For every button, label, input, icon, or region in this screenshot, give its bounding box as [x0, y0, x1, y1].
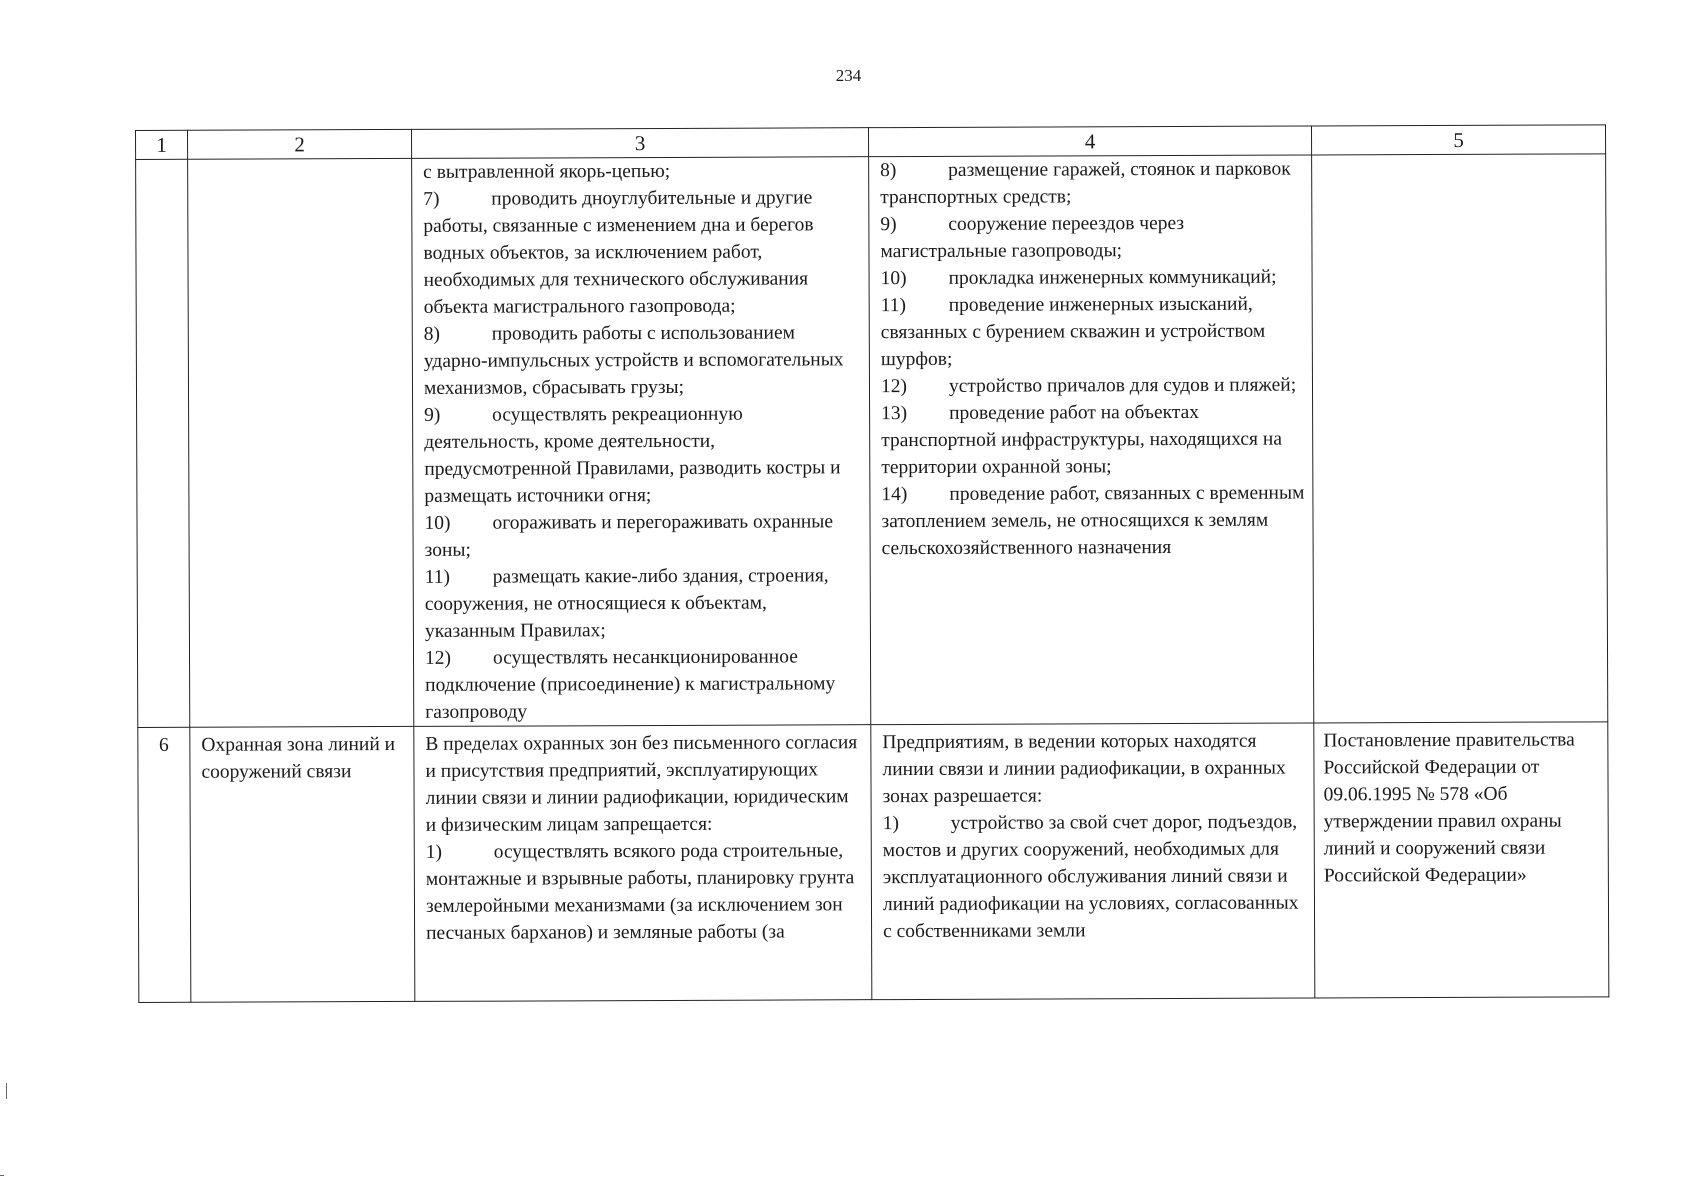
restriction-item: 8) проводить работы с использованием ударно-импульсных устройств и вспомогательных механизмов, сбрасывать грузы; [423, 322, 844, 399]
restriction-lead: с вытравленной якорь-цепью; [423, 160, 671, 183]
table-row [138, 722, 1609, 1003]
zone-name [190, 726, 415, 1002]
header-col-4: 4 [868, 126, 1311, 157]
restriction-item: 7) проводить дноуглубительные и другие работы, связанные с изменением дна и берегов водных объектов, за исключением работ, необходимых для технического обслуживания объекта магистрального газопровода; [423, 187, 814, 318]
permission-item: 10) прокладка инженерных коммуникаций; [880, 266, 1277, 290]
row-number [136, 159, 190, 727]
page-number: 234 [835, 66, 862, 85]
restrictions-cell [414, 725, 872, 1002]
permission-lead: Предприятиям, в ведении которых находятся линии связи и линии радиофикации, в охранных зонах разрешается: [882, 730, 1286, 808]
permission-item: 11) проведение инженерных изысканий, связанных с бурением скважин и устройством шурфов; [880, 293, 1266, 371]
legal-basis-text: Постановление правительства Российской Федерации от 09.06.1995 № 578 «Об утверждении правил охраны линий и сооружений связи Российской Федерации» [1323, 729, 1575, 887]
zone-name-text: Охранная зона линий и сооружений связи [201, 734, 396, 783]
permission-item: 9) сооружение переездов через магистральные газопроводы; [880, 212, 1185, 263]
regulation-table [135, 124, 1609, 1003]
header-col-5: 5 [1311, 125, 1605, 155]
legal-basis-cell [1312, 154, 1608, 723]
permissions-cell [871, 723, 1315, 1000]
row-number: 6 [138, 727, 191, 1002]
restriction-item: 1) осуществлять всякого рода строительные, монтажные и взрывные работы, планировку грунта землеройными механизмами (за исключением зон песчаных барханов) и земляные работы (за [425, 840, 855, 944]
restriction-item: 12) осуществлять несанкционированное подключение (присоединение) к магистральному газопроводу [424, 646, 836, 723]
legal-basis-cell [1314, 722, 1609, 998]
restriction-lead: В пределах охранных зон без письменного согласия и присутствия предприятий, эксплуатирующих линии связи и линии радиофикации, юридическим и физическим лицам запрещается: [425, 732, 858, 836]
permission-item: 13) проведение работ на объектах транспортной инфраструктуры, находящихся на территории охранной зоны; [881, 401, 1283, 479]
restriction-item: 11) размещать какие-либо здания, строения, сооружения, не относящиеся к объектам, указанным Правилах; [424, 565, 829, 642]
header-col-1: 1 [136, 130, 188, 159]
permission-item: 8) размещение гаражей, стоянок и парковок транспортных средств; [880, 158, 1291, 209]
permission-item: 14) проведение работ, связанных с временным затоплением земель, не относящихся к землям сельскохозяйственного назначения [881, 482, 1305, 560]
permission-item: 12) устройство причалов для судов и пляжей; [880, 374, 1297, 398]
zone-name [188, 158, 414, 727]
header-col-3: 3 [411, 128, 868, 159]
header-col-2: 2 [188, 129, 412, 159]
scan-margin-dot [0, 1175, 4, 1176]
restrictions-cell [412, 157, 871, 727]
permission-item: 1) устройство за свой счет дорог, подъездов, мостов и других сооружений, необходимых для эксплуатационного обслуживания линий связи и линий радиофикации на условиях, согласованных с собственниками земли [882, 811, 1299, 943]
restriction-item: 9) осуществлять рекреационную деятельность, кроме деятельности, предусмотренной Правилами, разводить костры и размещать источники огня; [424, 403, 841, 507]
restriction-item: 10) огораживать и перегораживать охранные зоны; [424, 511, 834, 561]
scan-margin-mark [0, 1083, 7, 1099]
table-row [136, 154, 1608, 728]
permissions-cell [869, 155, 1314, 725]
